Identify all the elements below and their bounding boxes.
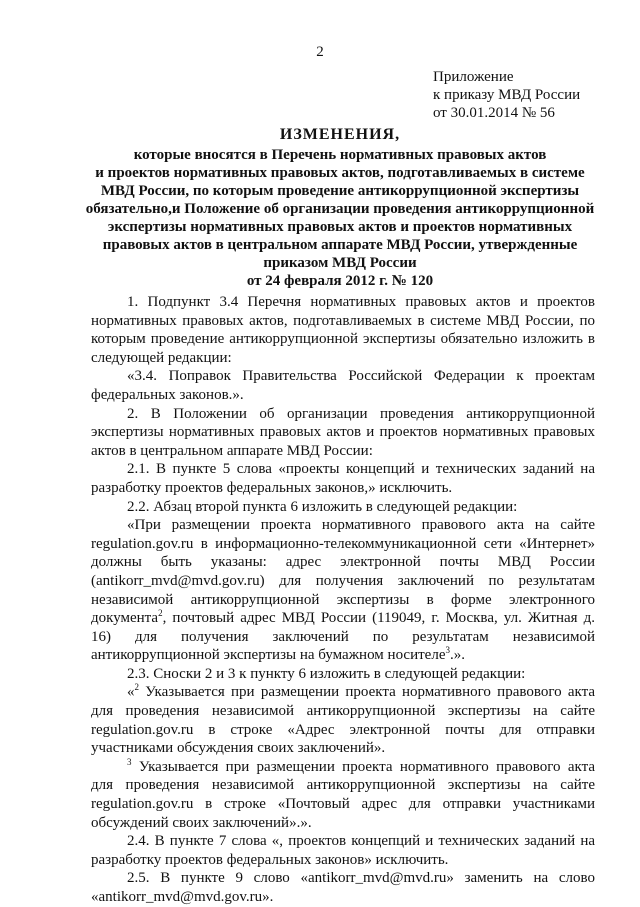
title-line: правовых актов в центральном аппарате МВД России, утвержденные: [102, 237, 578, 253]
paragraph-2-3: 2.3. Сноски 2 и 3 к пункту 6 изложить в следующей редакции:: [127, 665, 526, 682]
paragraph-1-quote: «3.4. Поправок Правительства Российской Федерации к проектам федеральных законов.».: [91, 368, 595, 403]
appendix-label: Приложение: [433, 69, 514, 85]
title-line: которые вносятся в Перечень нормативных правовых актов: [133, 147, 547, 163]
paragraph-2-2: 2.2. Абзац второй пункта 6 изложить в следующей редакции:: [127, 498, 518, 515]
footnote-3-text: $^3$ Указывается при размещении проекта нормативного правового акта для проведения независимой антикоррупционной экспертизы на сайте regulation.gov.ru в строке «Почтовый адрес для отправки участниками обсуждений своих заключений».».: [91, 756, 595, 831]
paragraph-1: 1. Подпункт 3.4 Перечня нормативных правовых актов и проектов нормативных правовых актов, подготавливаемых в системе МВД России, по которым проведение антикоррупционной экспертизы обязательно изложить в следующей редакции:: [91, 294, 595, 366]
appendix-order-ref: к приказу МВД России: [433, 87, 581, 103]
title-line: МВД России, по которым проведение антикоррупционной экспертизы: [100, 183, 580, 199]
paragraph-2: 2. В Положении об организации проведения антикоррупционной экспертизы нормативных правовых актов и проектов нормативных правовых актов в центральном аппарате МВД России:: [91, 405, 595, 459]
title-line: и проектов нормативных правовых актов, подготавливаемых в системе: [95, 165, 585, 181]
footnote-ref: 2: [158, 608, 163, 619]
title-line: от 24 февраля 2012 г. № 120: [246, 273, 434, 289]
footnote-2-text: «$^2$ Указывается при размещении проекта нормативного правового акта для проведения независимой антикоррупционной экспертизы на сайте regulation.gov.ru в строке «Адрес электронной почты для отправки участниками обсуждения своих заключений».: [91, 682, 595, 757]
title-line: обязательно,и Положение об организации проведения антикоррупционной: [85, 201, 595, 217]
paragraph-2-2-quote: «При размещении проекта нормативного правового акта на сайте regulation.gov.ru в информационно-телекоммуникационной сети «Интернет» должны быть указаны: адрес электронной почты МВД России (antikorr_mvd@mvd.gov.ru) для получения заключений по результатам независимой антикоррупционной экспертизы в форме электронного документа$^2$, почтовый адрес МВД России (119049, г. Москва, ул. Житная д. 16) для получения заключений по результатам независимой антикоррупционной экспертизы на бумажном носителе$^3$.».: [91, 517, 595, 664]
footnote-marker: 2: [134, 682, 139, 693]
page-number: 2: [316, 44, 324, 60]
paragraph-2-4: 2.4. В пункте 7 слова «, проектов концепций и технических заданий на разработку проектов федеральных законов» исключить.: [91, 833, 595, 868]
document-body: [91, 293, 595, 907]
paragraph-2-1: 2.1. В пункте 5 слова «проекты концепций и технических заданий на разработку проектов федеральных законов,» исключить.: [91, 461, 595, 496]
title-line: экспертизы нормативных правовых актов и проектов нормативных: [107, 219, 573, 235]
appendix-block: [433, 68, 580, 122]
title-line: приказом МВД России: [263, 255, 417, 271]
appendix-order-date: от 30.01.2014 № 56: [433, 105, 555, 121]
title-heading: ИЗМЕНЕНИЯ,: [279, 126, 401, 143]
footnote-ref: 3: [445, 645, 450, 656]
paragraph-2-5: 2.5. В пункте 9 слово «antikorr_mvd@mvd.ru» заменить на слово «antikorr_mvd@mvd.gov.ru».: [91, 870, 595, 905]
footnote-marker: 3: [127, 756, 132, 767]
document-title: [80, 126, 600, 290]
